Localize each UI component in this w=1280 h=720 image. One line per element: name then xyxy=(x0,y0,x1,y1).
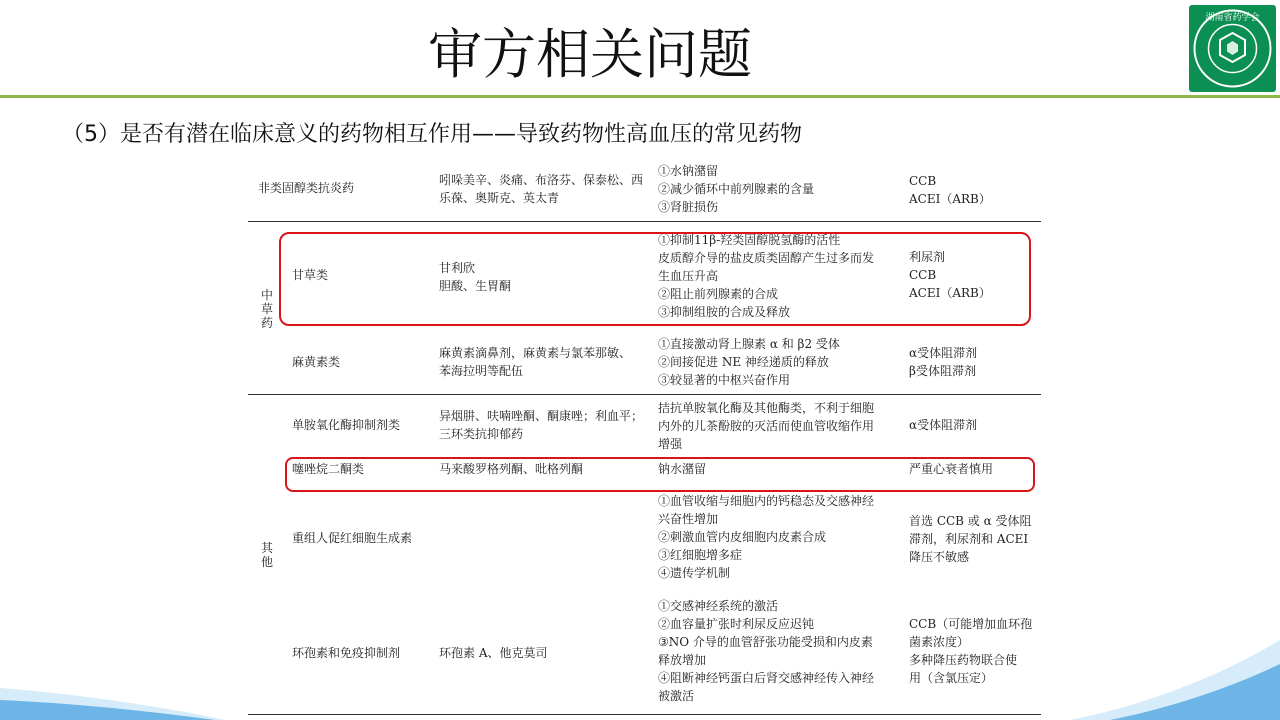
svg-text:湖南省药学会: 湖南省药学会 xyxy=(1205,13,1260,23)
table-rule xyxy=(248,221,1041,222)
association-logo xyxy=(1189,5,1276,92)
row-drugs: 环孢素 A、他克莫司 xyxy=(439,646,548,660)
table-rule xyxy=(248,714,1041,715)
row-treatment: 严重心衰者慎用 xyxy=(909,462,994,476)
row-treatment: 首选 CCB 或 α 受体阻 滞剂，利尿剂和 ACEI 降压不敏感 xyxy=(909,514,1032,564)
row-category: 甘草类 xyxy=(292,268,329,282)
bottom-right-swoosh xyxy=(1030,640,1280,720)
slide-title: 审方相关问题 xyxy=(428,23,752,86)
row-category: 单胺氧化酶抑制剂类 xyxy=(292,418,401,432)
row-mechanism: ①血管收缩与细胞内的钙稳态及交感神经 兴奋性增加 ②刺激血管内皮细胞内皮素合成 ③红细胞增多症 ④遗传学机制 xyxy=(658,494,875,580)
row-category: 非类固醇类抗炎药 xyxy=(258,181,355,195)
row-category: 麻黄素类 xyxy=(292,355,341,369)
row-category: 环孢素和免疫抑制剂 xyxy=(292,646,401,660)
row-drugs: 异烟肼、呋喃唑酮、酮康唑；利血平； 三环类抗抑郁药 xyxy=(439,409,644,441)
row-treatment: α受体阻滞剂 xyxy=(909,418,978,432)
row-category: 噻唑烷二酮类 xyxy=(292,462,365,476)
row-mechanism: 拮抗单胺氧化酶及其他酶类，不利于细胞 内外的儿茶酚胺的灭活而使血管收缩作用 增强 xyxy=(658,401,875,451)
row-mechanism: ①交感神经系统的激活 ②血容量扩张时利尿反应迟钝 ③NO 介导的血管舒张功能受损和内皮素 释放增加 ④阻断神经钙蛋白后肾交感神经传入神经 被激活 xyxy=(658,599,875,703)
row-drugs: 麻黄素滴鼻剂，麻黄素与氯苯那敏、 苯海拉明等配伍 xyxy=(439,346,632,378)
bottom-left-swoosh xyxy=(0,680,260,720)
row-treatment: α受体阻滞剂 β受体阻滞剂 xyxy=(909,346,978,378)
row-mechanism: ①抑制11β-羟类固醇脱氢酶的活性 皮质醇介导的盐皮质类固醇产生过多而发 生血压升高 ②阻止前列腺素的合成 ③抑制组胺的合成及释放 xyxy=(658,233,875,319)
slide-subtitle: （5）是否有潜在临床意义的药物相互作用——导致药物性高血压的常见药物 xyxy=(62,122,802,147)
row-treatment: CCB ACEI（ARB） xyxy=(909,174,991,206)
row-drugs: 吲哚美辛、炎痛、布洛芬、保泰松、西 乐葆、奥斯克、英太青 xyxy=(439,173,644,205)
row-treatment: CCB（可能增加血环孢 菌素浓度） 多种降压药物联合使 用（含氯压定） xyxy=(909,617,1033,685)
title-underline xyxy=(0,95,1280,98)
row-mechanism: 钠水潴留 xyxy=(658,462,707,476)
row-drugs: 甘利欣 胆酸、生胃酮 xyxy=(439,261,512,293)
highlight-box-licorice xyxy=(279,232,1031,326)
highlight-box-thiazolidinedione xyxy=(285,457,1035,492)
row-mechanism: ①直接激动肾上腺素 α 和 β2 受体 ②间接促进 NE 神经递质的释放 ③较显著的中枢兴奋作用 xyxy=(658,337,840,387)
row-category: 重组人促红细胞生成素 xyxy=(292,531,413,545)
group-label-others: 其 他 xyxy=(260,541,273,569)
table-rule xyxy=(248,394,1041,395)
row-treatment: 利尿剂 CCB ACEI（ARB） xyxy=(909,250,991,300)
row-mechanism: ①水钠潴留 ②减少循环中前列腺素的含量 ③肾脏损伤 xyxy=(658,164,815,214)
row-drugs: 马来酸罗格列酮、吡格列酮 xyxy=(439,462,584,476)
group-label-herbal: 中 草 药 xyxy=(260,288,273,330)
